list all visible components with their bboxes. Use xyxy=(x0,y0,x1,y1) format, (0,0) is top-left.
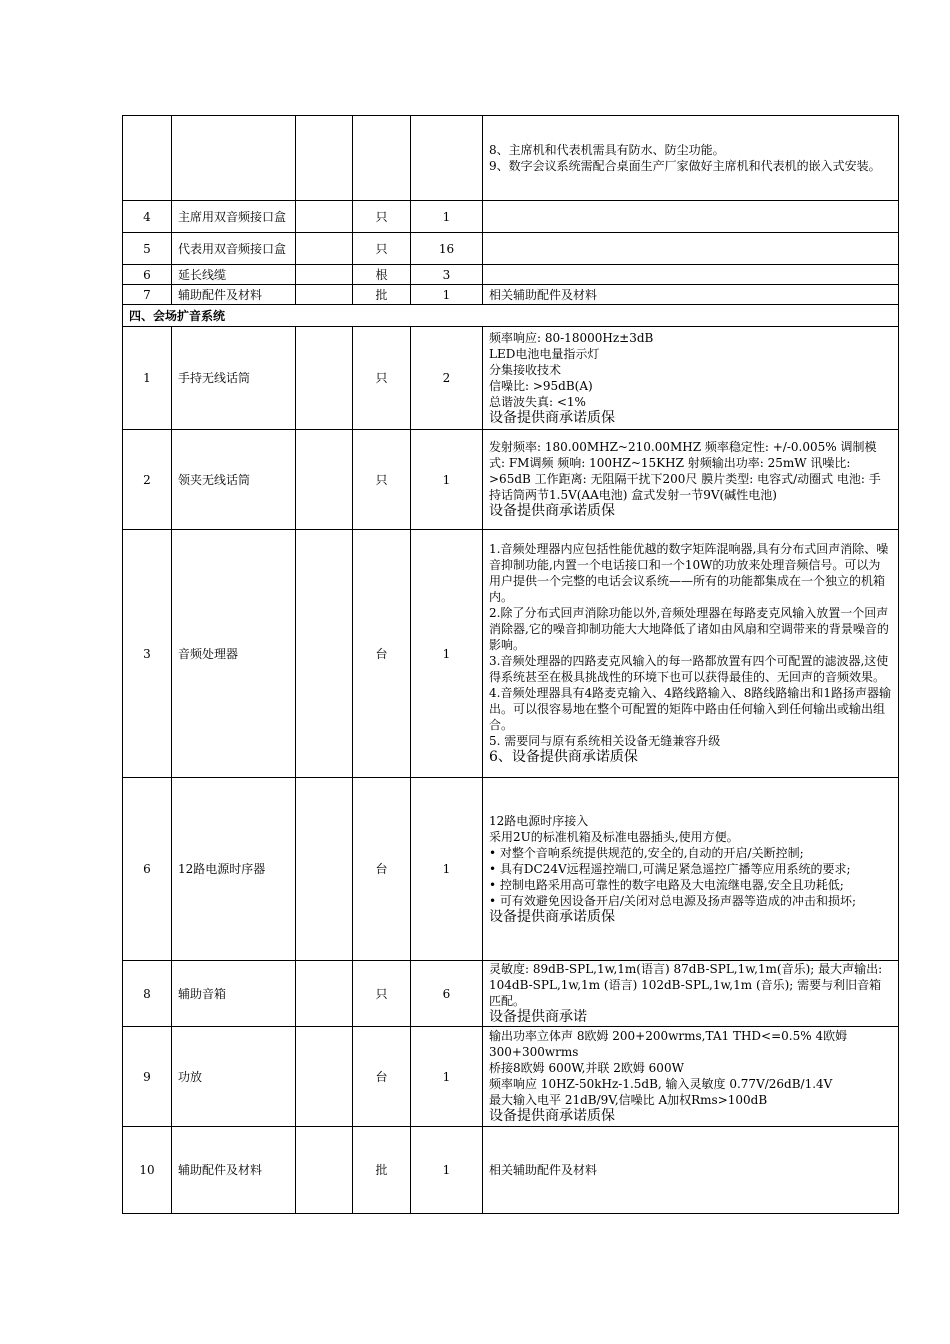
desc-line: 9、数字会议系统需配合桌面生产厂家做好主席机和代表机的嵌入式安装。 xyxy=(489,159,881,173)
cell-qty: 1 xyxy=(411,285,483,305)
cell-brand xyxy=(296,327,353,430)
cell-unit: 批 xyxy=(353,1127,411,1214)
table-row xyxy=(123,961,899,1027)
guarantee-line: 设备提供商承诺质保 xyxy=(489,1108,615,1124)
cell-brand xyxy=(296,201,353,233)
cell-name: 领夹无线话筒 xyxy=(172,430,296,530)
cell-unit: 台 xyxy=(353,1027,411,1127)
cell-no: 1 xyxy=(123,327,172,430)
table-row xyxy=(123,201,899,233)
desc-line: • 对整个音响系统提供规范的,安全的,自动的开启/关断控制; xyxy=(489,845,804,860)
cell-qty: 1 xyxy=(411,530,483,778)
cell-qty: 1 xyxy=(411,430,483,530)
desc-line: 相关辅助配件及材料 xyxy=(489,1163,598,1177)
cell-desc xyxy=(483,778,899,961)
desc-line: 1.音频处理器内应包括性能优越的数字矩阵混响器,具有分布式回声消除、噪音抑制功能,内置一个电话接口和一个10W的功放来处理音频信号。可以为用户提供一个完整的电话会议系统——所有的功能都集成在一个独立的机箱内。 xyxy=(489,542,889,604)
table-row xyxy=(123,265,899,285)
cell-qty: 2 xyxy=(411,327,483,430)
cell-name: 音频处理器 xyxy=(172,530,296,778)
table-row xyxy=(123,778,899,961)
cell-qty: 1 xyxy=(411,201,483,233)
desc-line: 桥接8欧姆 600W,并联 2欧姆 600W xyxy=(489,1061,684,1075)
cell-name: 手持无线话筒 xyxy=(172,327,296,430)
cell-brand xyxy=(296,1127,353,1214)
desc-line: • 具有DC24V远程遥控端口,可满足紧急遥控广播等应用系统的要求; xyxy=(489,861,851,876)
table-row-continued xyxy=(123,116,899,201)
cell-no: 10 xyxy=(123,1127,172,1214)
section-title: 四、会场扩音系统 xyxy=(123,305,899,327)
cell-unit: 根 xyxy=(353,265,411,285)
desc-line: 灵敏度: 89dB-SPL,1w,1m(语言) 87dB-SPL,1w,1m(音乐); 最大声输出: 104dB-SPL,1w,1m (语言) 102dB-SPL,1w,1m (音乐); 需要与利旧音箱匹配。 xyxy=(489,962,883,1008)
cell-qty: 6 xyxy=(411,961,483,1027)
cell-brand xyxy=(296,961,353,1027)
table-row xyxy=(123,285,899,305)
cell-name: 代表用双音频接口盒 xyxy=(172,233,296,265)
cell-brand xyxy=(296,116,353,201)
cell-brand xyxy=(296,530,353,778)
cell-unit: 只 xyxy=(353,201,411,233)
desc-line: LED电池电量指示灯 xyxy=(489,346,600,361)
desc-line: 5. 需要同与原有系统相关设备无缝兼容升级 xyxy=(489,734,721,748)
desc-line: 2.除了分布式回声消除功能以外,音频处理器在每路麦克风输入放置一个回声消除器,它的噪音抑制功能大大地降低了诸如由风扇和空调带来的背景噪音的影响。 xyxy=(489,606,889,652)
cell-desc xyxy=(483,1027,899,1127)
cell-qty xyxy=(411,116,483,201)
guarantee-line: 设备提供商承诺质保 xyxy=(489,409,615,426)
cell-brand xyxy=(296,430,353,530)
cell-no: 7 xyxy=(123,285,172,305)
table-row xyxy=(123,327,899,430)
cell-desc xyxy=(483,201,899,233)
desc-line: 采用2U的标准机箱及标准电器插头,使用方便。 xyxy=(489,829,739,844)
cell-brand xyxy=(296,285,353,305)
cell-unit: 台 xyxy=(353,778,411,961)
equipment-spec-table xyxy=(122,115,899,1214)
cell-no: 9 xyxy=(123,1027,172,1127)
cell-name: 延长线缆 xyxy=(172,265,296,285)
cell-unit: 只 xyxy=(353,233,411,265)
guarantee-line: 6、设备提供商承诺质保 xyxy=(489,749,638,765)
cell-unit: 只 xyxy=(353,327,411,430)
cell-unit xyxy=(353,116,411,201)
cell-unit: 批 xyxy=(353,285,411,305)
cell-desc xyxy=(483,530,899,778)
section-row xyxy=(123,305,899,327)
desc-line: 频率响应 10HZ-50kHz-1.5dB, 输入灵敏度 0.77V/26dB/1.4V xyxy=(489,1077,833,1091)
desc-line: 频率响应: 80-18000Hz±3dB xyxy=(489,330,654,345)
desc-line: 总谐波失真: <1% xyxy=(489,394,586,409)
table-row xyxy=(123,233,899,265)
desc-line: 12路电源时序接入 xyxy=(489,813,589,828)
cell-brand xyxy=(296,1027,353,1127)
desc-line: 4.音频处理器具有4路麦克输入、4路线路输入、8路线路输出和1路扬声器输出。可以很容易地在整个可配置的矩阵中路由任何输入到任何输出或输出组合。 xyxy=(489,686,891,732)
cell-brand xyxy=(296,233,353,265)
guarantee-line: 设备提供商承诺质保 xyxy=(489,908,615,925)
cell-no: 4 xyxy=(123,201,172,233)
cell-name: 辅助配件及材料 xyxy=(172,1127,296,1214)
desc-line: 最大输入电平 21dB/9V,信噪比 A加权Rms>100dB xyxy=(489,1093,768,1107)
cell-desc xyxy=(483,327,899,430)
cell-qty: 1 xyxy=(411,778,483,961)
cell-no: 8 xyxy=(123,961,172,1027)
cell-desc xyxy=(483,1127,899,1214)
cell-brand xyxy=(296,778,353,961)
cell-desc: 相关辅助配件及材料 xyxy=(483,285,899,305)
cell-desc xyxy=(483,265,899,285)
cell-no xyxy=(123,116,172,201)
cell-no: 5 xyxy=(123,233,172,265)
table-row xyxy=(123,430,899,530)
cell-desc xyxy=(483,116,899,201)
cell-qty: 16 xyxy=(411,233,483,265)
cell-desc xyxy=(483,233,899,265)
cell-name: 主席用双音频接口盒 xyxy=(172,201,296,233)
table-row xyxy=(123,1127,899,1214)
cell-unit: 台 xyxy=(353,530,411,778)
cell-name: 辅助配件及材料 xyxy=(172,285,296,305)
desc-line: 输出功率立体声 8欧姆 200+200wrms,TA1 THD<=0.5% 4欧姆 300+300wrms xyxy=(489,1029,848,1059)
desc-line: 3.音频处理器的四路麦克风输入的每一路都放置有四个可配置的滤波器,这使得系统甚至在极具挑战性的环境下也可以获得最佳的、无回声的音频效果。 xyxy=(489,654,889,684)
guarantee-line: 设备提供商承诺 xyxy=(489,1009,587,1025)
cell-qty: 1 xyxy=(411,1027,483,1127)
cell-name xyxy=(172,116,296,201)
table-row xyxy=(123,530,899,778)
cell-brand xyxy=(296,265,353,285)
cell-name: 辅助音箱 xyxy=(172,961,296,1027)
desc-line: 8、主席机和代表机需具有防水、防尘功能。 xyxy=(489,143,725,157)
desc-line: • 控制电路采用高可靠性的数字电路及大电流继电器,安全且功耗低; xyxy=(489,877,844,892)
cell-unit: 只 xyxy=(353,961,411,1027)
desc-line: 发射频率: 180.00MHZ~210.00MHZ 频率稳定性: +/-0.005% 调制模式: FM调频 频响: 100HZ~15KHZ 射频输出功率: 25mW 讯噪比: >65dB 工作距离: 无阻隔干扰下200尺 膜片类型: 电容式/动圈式 电池: 手持话筒两节1.5V(AA电池) 盒式发射一节9V(碱性电池) xyxy=(489,440,881,502)
cell-desc xyxy=(483,961,899,1027)
cell-unit: 只 xyxy=(353,430,411,530)
cell-no: 6 xyxy=(123,778,172,961)
cell-qty: 1 xyxy=(411,1127,483,1214)
desc-line: 信噪比: >95dB(A) xyxy=(489,378,593,393)
cell-no: 3 xyxy=(123,530,172,778)
cell-name: 12路电源时序器 xyxy=(172,778,296,961)
cell-no: 6 xyxy=(123,265,172,285)
cell-no: 2 xyxy=(123,430,172,530)
cell-qty: 3 xyxy=(411,265,483,285)
desc-line: • 可有效避免因设备开启/关闭对总电源及扬声器等造成的冲击和损坏; xyxy=(489,893,856,908)
cell-name: 功放 xyxy=(172,1027,296,1127)
table-row xyxy=(123,1027,899,1127)
desc-line: 分集接收技术 xyxy=(489,362,562,377)
guarantee-line: 设备提供商承诺质保 xyxy=(489,503,615,519)
cell-desc xyxy=(483,430,899,530)
